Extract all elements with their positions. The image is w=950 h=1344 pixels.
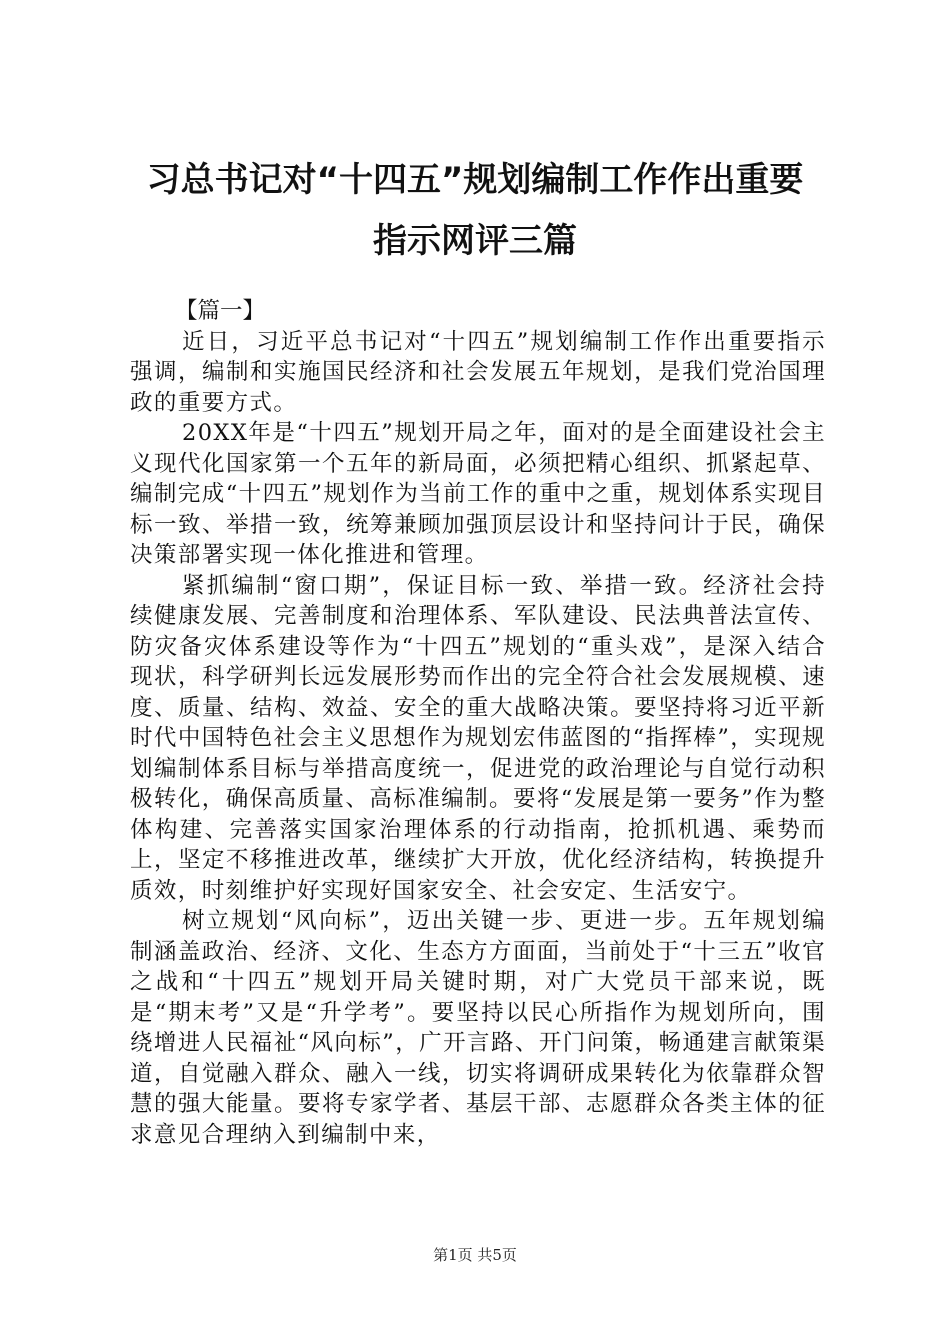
page-footer: 第1页 共5页 xyxy=(433,1246,517,1264)
document-title-line-1: 习总书记对“十四五”规划编制工作作出重要 xyxy=(146,160,804,200)
paragraph: 树立规划“风向标”，迈出关键一步、更进一步。五年规划编制涵盖政治、经济、文化、生态方方面面，当前处于“十三五”收官之战和“十四五”规划开局关键时期，对广大党员干部来说，既是“期末考”又是“升学考”。要坚持以民心所指作为规划所向，围绕增进人民福祉“风向标”，广开言路、开门问策，畅通建言献策渠道，自觉融入群众、融入一线，切实将调研成果转化为依靠群众智慧的强大能量。要将专家学者、基层干部、志愿群众各类主体的征求意见合理纳入到编制中来， xyxy=(130,908,826,1148)
document-title-line-2: 指示网评三篇 xyxy=(373,221,577,261)
paragraph: 近日，习近平总书记对“十四五”规划编制工作作出重要指示强调，编制和实施国民经济和社会发展五年规划，是我们党治国理政的重要方式。 xyxy=(130,328,826,416)
section-label: 【篇一】 xyxy=(175,298,266,324)
document-body xyxy=(130,296,826,1150)
paragraph: 20XX年是“十四五”规划开局之年，面对的是全面建设社会主义现代化国家第一个五年的新局面，必须把精心组织、抓紧起草、编制完成“十四五”规划作为当前工作的重中之重，规划体系实现目标一致、举措一致，统筹兼顾加强顶层设计和坚持问计于民，确保决策部署实现一体化推进和管理。 xyxy=(130,420,826,568)
paragraph: 紧抓编制“窗口期”，保证目标一致、举措一致。经济社会持续健康发展、完善制度和治理体系、军队建设、民法典普法宣传、防灾备灾体系建设等作为“十四五”规划的“重头戏”，是深入结合现状，科学研判长远发展形势而作出的完全符合社会发展规模、速度、质量、结构、效益、安全的重大战略决策。要坚持将习近平新时代中国特色社会主义思想作为规划宏伟蓝图的“指挥棒”，实现规划编制体系目标与举措高度统一，促进党的政治理论与自觉行动积极转化，确保高质量、高标准编制。要将“发展是第一要务”作为整体构建、完善落实国家治理体系的行动指南，抢抓机遇、乘势而上，坚定不移推进改革，继续扩大开放，优化经济结构，转换提升质效，时刻维护好实现好国家安全、社会安定、生活安宁。 xyxy=(130,572,826,904)
